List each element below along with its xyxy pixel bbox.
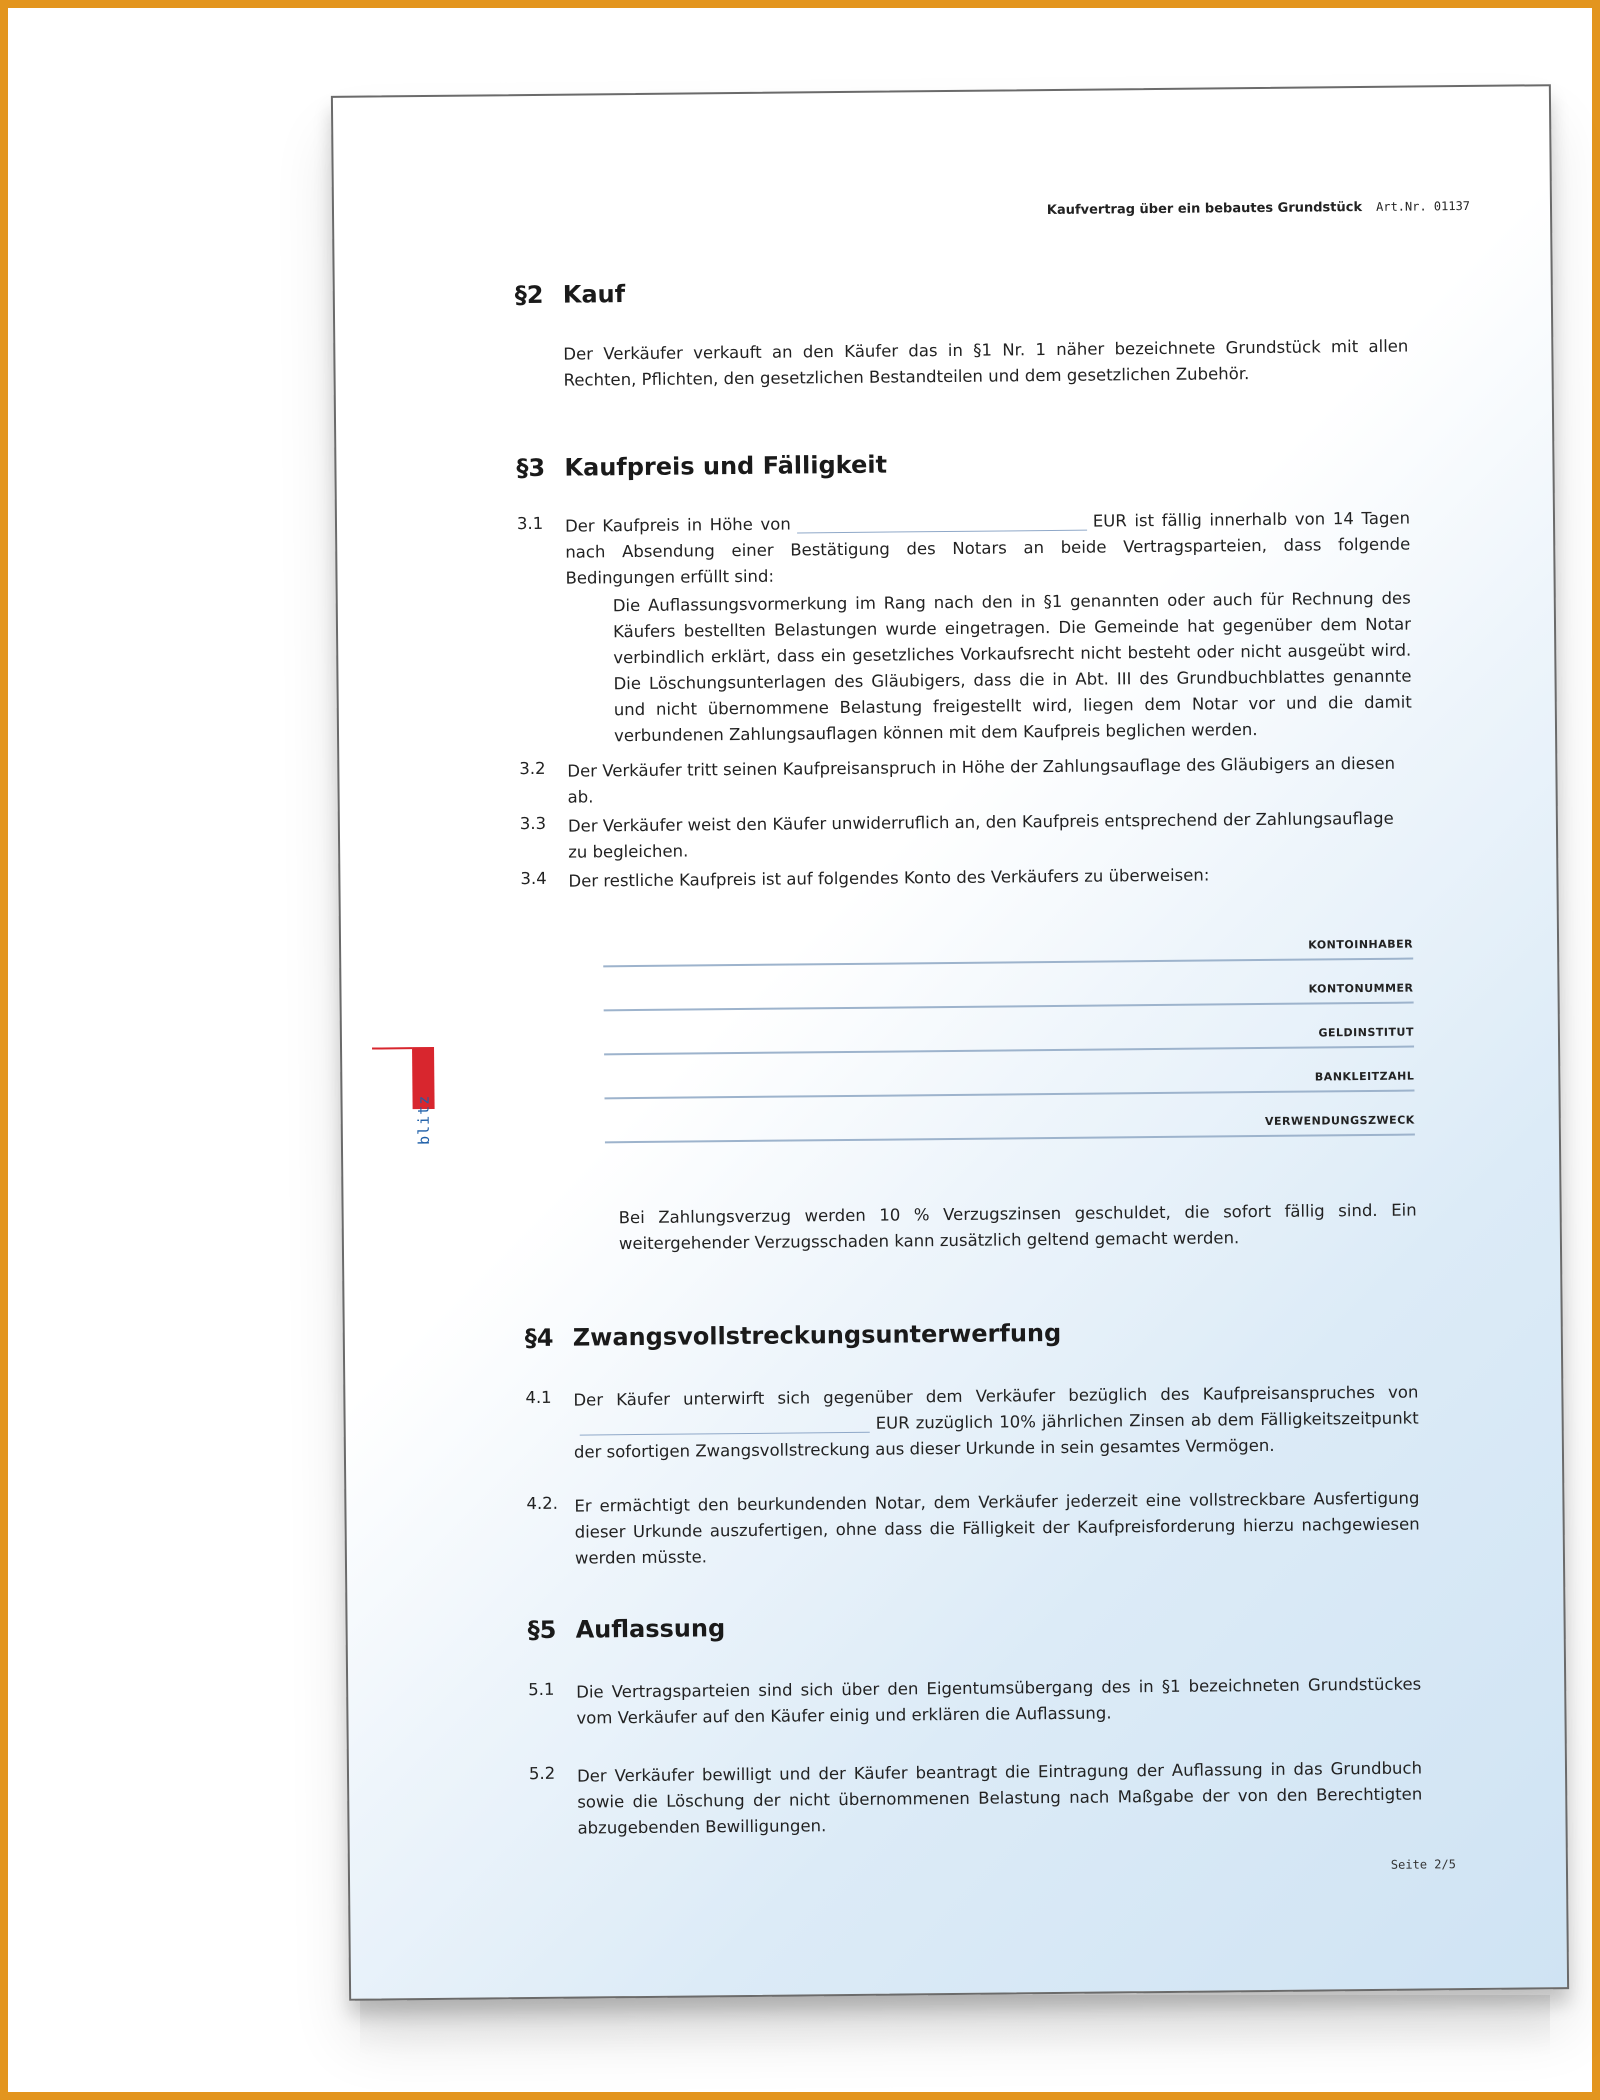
document-header	[1047, 199, 1470, 218]
logo-text	[412, 1095, 435, 1197]
section-title: Auflassung	[575, 1614, 726, 1644]
paragraph-text: Der Kaufpreis in Höhe von	[564, 514, 791, 536]
item-3-2-number: 3.2	[519, 758, 546, 779]
section-2-text	[563, 334, 1408, 394]
bank-field-label: BANKLEITZAHL	[1314, 1069, 1415, 1084]
section-4-heading	[525, 1319, 1062, 1352]
bank-field-label: GELDINSTITUT	[1318, 1025, 1414, 1040]
paragraph-text: EUR zuzüglich 10% jährlichen Zinsen ab dem Fälligkeitszeitpunkt der sofortigen Zwangsvollstreckung aus dieser Urkunde in sein gesamtes Vermögen.	[573, 1408, 1419, 1462]
section-number: §5	[527, 1615, 557, 1645]
page-number: Seite 2/5	[1390, 1857, 1456, 1872]
bank-field-row[interactable]	[604, 1024, 1414, 1076]
section-number: §2	[514, 280, 544, 310]
paragraph-text: Der Käufer unterwirft sich gegenüber dem Verkäufer bezüglich des Kaufpreisanspruches von	[573, 1382, 1419, 1410]
page-reflection	[360, 1995, 1550, 2055]
bank-field-line[interactable]	[603, 958, 1413, 968]
section-5-heading	[527, 1614, 725, 1644]
item-3-3-text: Der Verkäufer weist den Käufer unwiderruflich an, den Kaufpreis entsprechend der Zahlungsauflage zu begleichen.	[567, 808, 1394, 862]
bank-field-row[interactable]	[603, 980, 1413, 1032]
bank-field-label: VERWENDUNGSZWECK	[1264, 1113, 1415, 1128]
document-page	[331, 84, 1569, 2001]
bank-field-label: KONTOINHABER	[1308, 937, 1414, 952]
bank-details-form	[603, 936, 1415, 1164]
price-blank-line[interactable]	[797, 516, 1087, 534]
item-3-1-conditions	[613, 586, 1412, 750]
item-4-1-number: 4.1	[525, 1387, 552, 1408]
bank-field-row[interactable]	[605, 1112, 1415, 1164]
item-3-4-text: Der restliche Kaufpreis ist auf folgendes Konto des Verkäufers zu überweisen:	[568, 865, 1210, 891]
item-4-2-number: 4.2.	[526, 1493, 558, 1514]
item-3-1-number: 3.1	[516, 513, 544, 534]
bank-field-row[interactable]	[604, 1068, 1414, 1120]
bank-field-row[interactable]	[603, 936, 1413, 988]
section-3-heading	[516, 451, 887, 483]
bank-field-line[interactable]	[605, 1134, 1415, 1144]
paragraph-text: Die Vertragsparteien sind sich über den Eigentumsübergang des in §1 bezeichneten Grundstückes vom Verkäufer auf den Käufer einig und erklären die Auflassung.	[576, 1674, 1422, 1728]
bank-field-line[interactable]	[604, 1002, 1414, 1012]
item-3-4-number: 3.4	[520, 868, 547, 889]
paragraph-text: Bei Zahlungsverzug werden 10 % Verzugszinsen geschuldet, die sofort fällig sind. Ein weitergehender Verzugsschaden kann zusätzlich geltend gemacht werden.	[618, 1200, 1417, 1254]
claim-blank-line[interactable]	[580, 1418, 870, 1436]
late-payment-text	[619, 1198, 1417, 1258]
logo-rule	[372, 1047, 412, 1049]
item-4-2-text	[574, 1486, 1420, 1572]
bank-field-label: KONTONUMMER	[1308, 981, 1414, 996]
section-title: Kaufpreis und Fälligkeit	[564, 450, 888, 482]
section-title: Zwangsvollstreckungsunterwerfung	[572, 1318, 1062, 1352]
logo-blitz: blitz	[414, 1094, 433, 1146]
item-4-1-text	[573, 1380, 1419, 1466]
paragraph-text: Die Auflassungsvormerkung im Rang nach den in §1 genannten oder auch für Rechnung des Käufers bestellten Belastungen wurde eingetragen. Die Gemeinde hat gegenüber dem Notar verbindlich erklärt, dass ein gesetzliches Vorkaufsrecht nicht besteht oder nicht ausgeübt wird. Die Löschungsunterlagen des Gläubigers, dass die in Abt. III des Grundbuchblattes genannte und nicht übernommene Belastung freigestellt wird, liegen dem Notar vor und die damit verbundenen Zahlungsauflagen können mit dem Kaufpreis beglichen werden.	[612, 588, 1412, 746]
section-2-heading	[515, 280, 626, 309]
document-title: Kaufvertrag über ein bebautes Grundstück	[1046, 200, 1363, 219]
item-3-2-text: Der Verkäufer tritt seinen Kaufpreisanspruch in Höhe der Zahlungsauflage des Gläubigers an diesen ab.	[567, 753, 1396, 807]
formblitz-logo	[412, 1047, 435, 1197]
logo-form: FORM	[415, 1152, 434, 1194]
paragraph-text: EUR ist fällig innerhalb von 14 Tagen nach Absendung einer Bestätigung des Notars an beide Vertragsparteien, dass folgende Bedingungen erfüllt sind:	[565, 508, 1411, 588]
item-5-1-number: 5.1	[528, 1679, 555, 1700]
section-number: §3	[516, 453, 546, 483]
section-title: Kauf	[562, 280, 626, 309]
paragraph-text: Der Verkäufer bewilligt und der Käufer beantragt die Eintragung der Auflassung in das Grundbuch sowie die Löschung der nicht übernommenen Belastung nach Maßgabe der von den Berechtigten abzugebenden Bewilligungen.	[576, 1758, 1423, 1838]
item-5-1-text	[576, 1672, 1421, 1732]
section-number: §4	[524, 1323, 554, 1353]
bank-field-line[interactable]	[605, 1090, 1415, 1100]
bank-field-line[interactable]	[604, 1046, 1414, 1056]
paragraph-text: Er ermächtigt den beurkundenden Notar, dem Verkäufer jederzeit eine vollstreckbare Ausfertigung dieser Urkunde auszufertigen, ohne dass die Fälligkeit der Kaufpreisforderung hierzu nachgewiesen werden müsste.	[574, 1488, 1420, 1568]
item-3-3-number: 3.3	[519, 813, 547, 834]
article-number: Art.Nr. 01137	[1376, 198, 1471, 214]
paragraph-text: Der Verkäufer verkauft an den Käufer das in §1 Nr. 1 näher bezeichnete Grundstück mit allen Rechten, Pflichten, den gesetzlichen Bestandteilen und dem gesetzlichen Zubehör.	[563, 336, 1409, 390]
item-5-2-number: 5.2	[528, 1763, 556, 1784]
item-3-1-text	[565, 506, 1411, 592]
item-5-2-text	[577, 1756, 1423, 1842]
